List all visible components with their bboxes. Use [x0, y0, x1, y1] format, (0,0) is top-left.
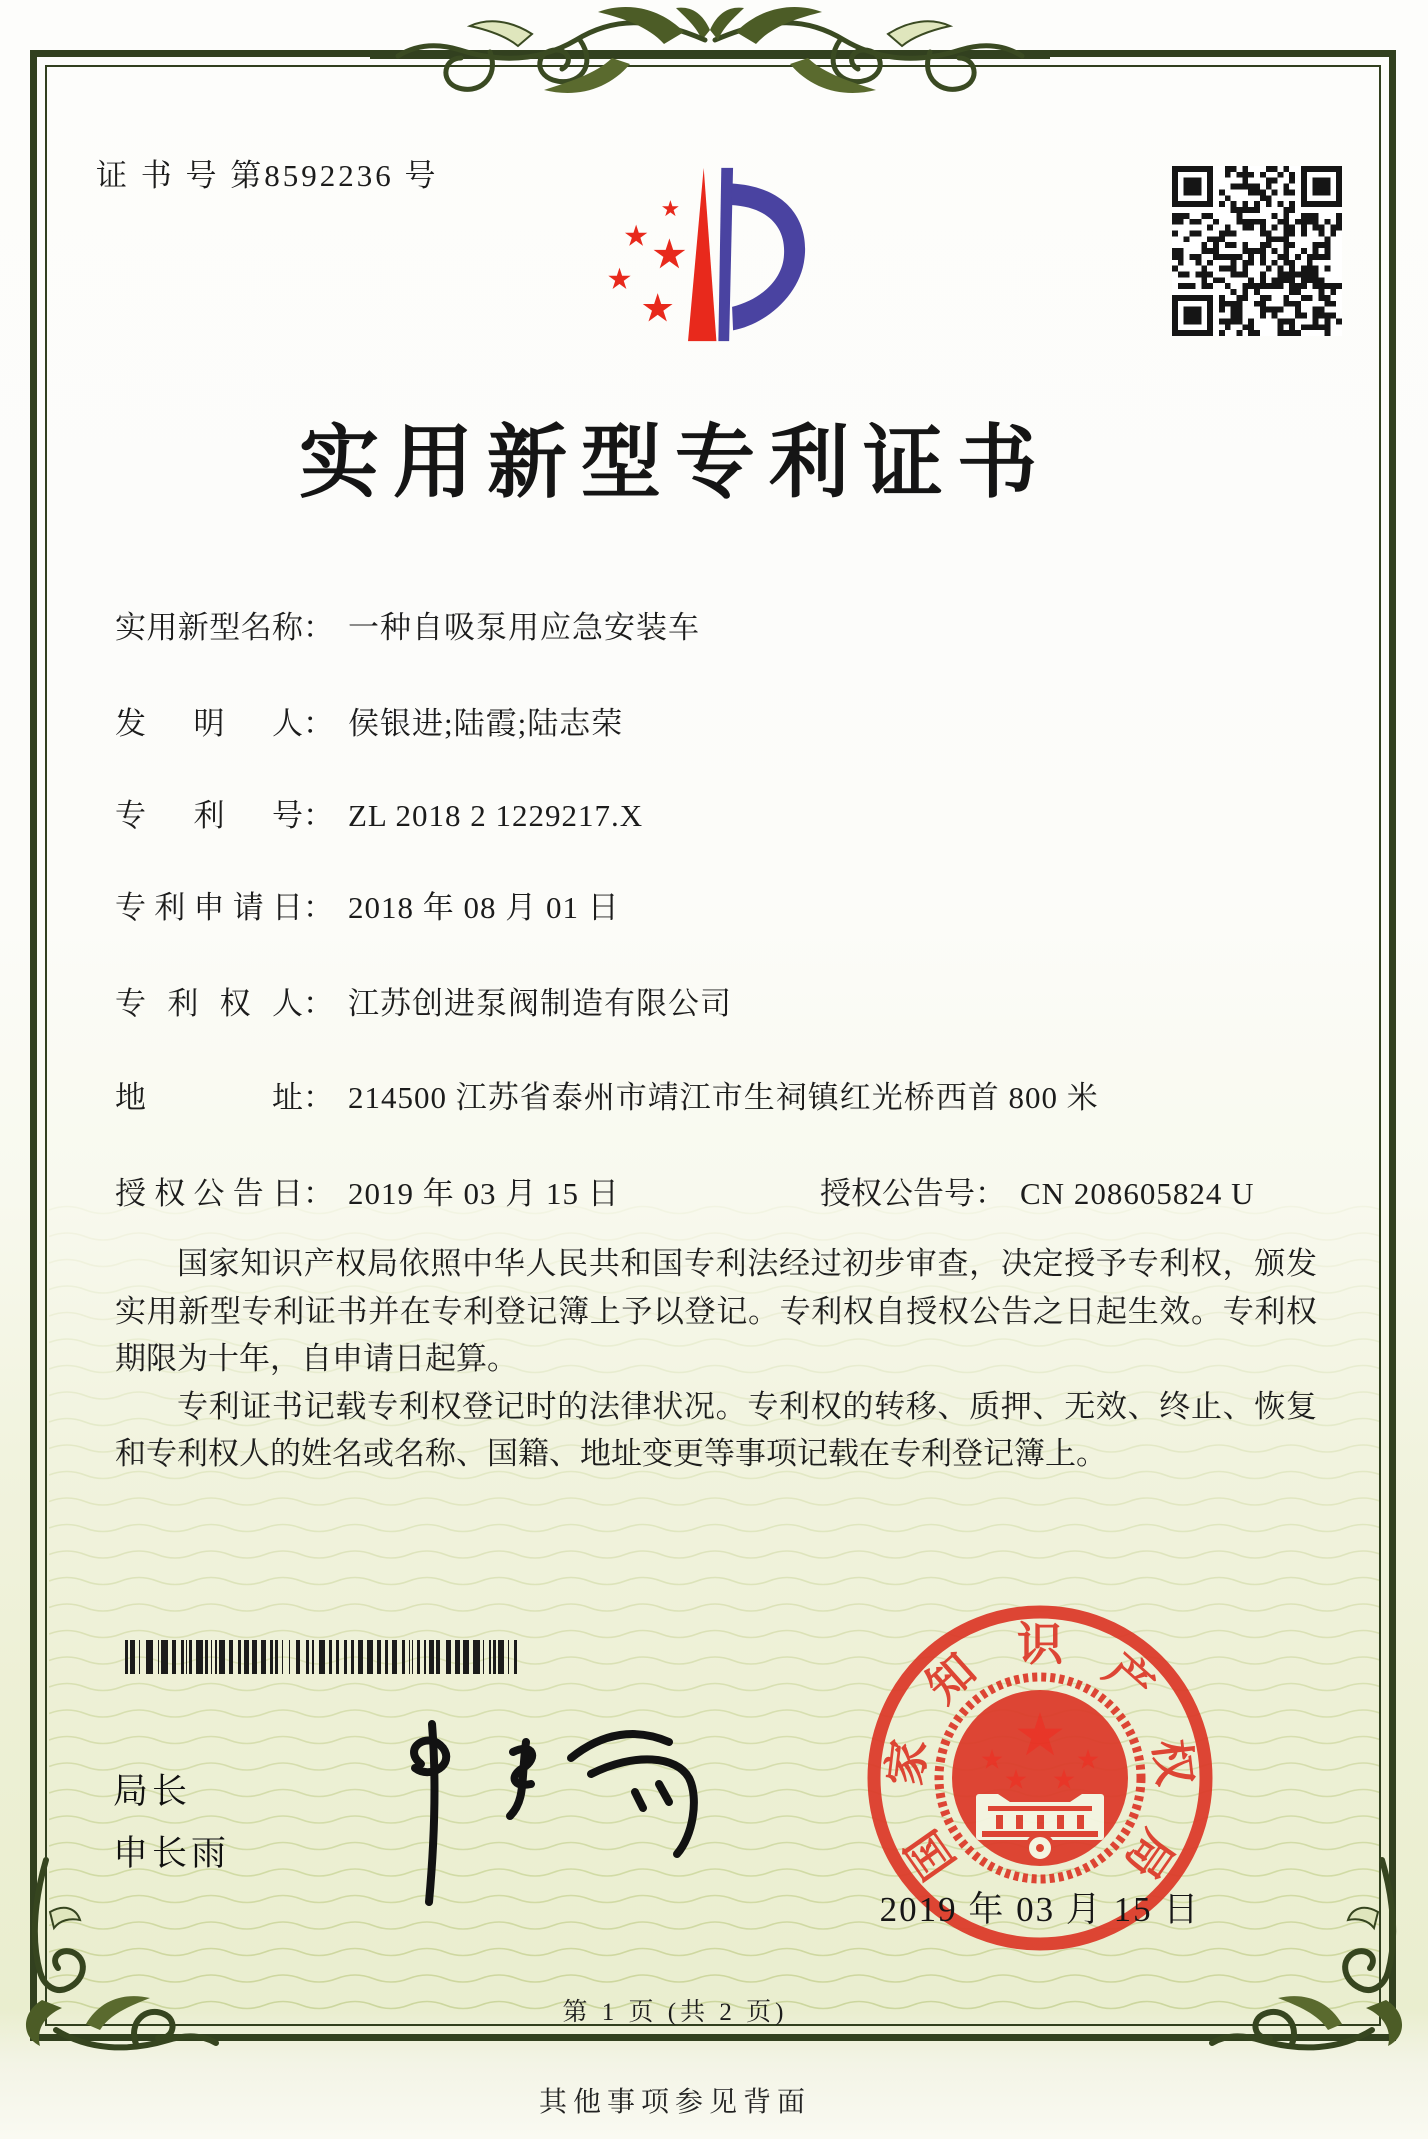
- field-patent-number: [115, 790, 643, 835]
- legal-text: [115, 1240, 1317, 1478]
- barcode-bar: [514, 1640, 517, 1674]
- seal-char: 识: [1017, 1619, 1063, 1670]
- logo-blue-p: [718, 168, 805, 341]
- field-application-date: [115, 882, 620, 927]
- seal-char: 知: [917, 1643, 986, 1713]
- field-label: 地址: [115, 1080, 303, 1115]
- barcode-bar: [146, 1640, 153, 1674]
- corner-flourish-left: [16, 1852, 226, 2062]
- grant-date-value: 2019 年 03 月 15 日: [348, 1176, 620, 1211]
- commissioner-name: 申长雨: [113, 1834, 231, 1873]
- cnipa-logo: [595, 158, 830, 348]
- field-colon: ：: [303, 610, 334, 645]
- certificate-number: 证 书 号 第8592236 号: [96, 158, 439, 193]
- certificate-title: 实用新型专利证书: [299, 420, 1051, 508]
- grant-date-label: 授权公告日: [115, 1176, 303, 1211]
- field-colon: ：: [303, 798, 334, 833]
- field-colon: ：: [303, 1080, 334, 1115]
- grant-number-value: CN 208605824 U: [1020, 1176, 1255, 1211]
- top-flourish-ornament: [370, 0, 1050, 118]
- back-side-note: 其他事项参见背面: [538, 2087, 811, 2118]
- legal-paragraph-1: 国家知识产权局依照中华人民共和国专利法经过初步审查，决定授予专利权，颁发实用新型专利证书并在专利登记簿上予以登记。专利权自授权公告之日起生效。专利权期限为十年，自申请日起算。: [115, 1246, 1317, 1376]
- field-label: 发明人: [115, 706, 303, 741]
- barcode-bar: [473, 1640, 480, 1674]
- field-address: [115, 1072, 1099, 1117]
- field-colon: ：: [303, 986, 334, 1021]
- field-value: 214500 江苏省泰州市靖江市生祠镇红光桥西首 800 米: [348, 1080, 1099, 1115]
- logo-red-wedge: [688, 168, 716, 341]
- logo-stars: [608, 200, 685, 321]
- seal-char: 局: [1115, 1821, 1184, 1889]
- barcode: [125, 1640, 519, 1674]
- field-label: 专利申请日: [115, 890, 303, 925]
- seal-char: 权: [1144, 1736, 1201, 1789]
- field-value: 江苏创进泵阀制造有限公司: [348, 986, 732, 1021]
- corner-flourish-right: [1202, 1852, 1412, 2062]
- field-value: 一种自吸泵用应急安装车: [348, 610, 700, 645]
- seal-char: 家: [879, 1736, 936, 1789]
- field-patentee: [115, 978, 732, 1023]
- seal-char: 产: [1094, 1643, 1163, 1713]
- field-colon: ：: [975, 1176, 1006, 1211]
- qr-code: [1172, 166, 1342, 336]
- field-colon: ：: [303, 1176, 334, 1211]
- seal-national-emblem: [939, 1677, 1141, 1879]
- commissioner-title: 局长: [113, 1772, 192, 1811]
- barcode-bar: [196, 1640, 203, 1674]
- grant-number-label: 授权公告号: [820, 1176, 975, 1211]
- field-label: 专利号: [115, 798, 303, 833]
- field-utility-model-name: [115, 602, 700, 647]
- commissioner-signature: [335, 1712, 755, 1922]
- grant-number: [820, 1168, 1254, 1213]
- field-inventors: [115, 698, 623, 743]
- field-value: 侯银进;陆霞;陆志荣: [348, 706, 624, 741]
- page-number: 第 1 页 (共 2 页): [562, 1999, 788, 2026]
- seal-date: 2019 年 03 月 15 日: [879, 1890, 1201, 1929]
- field-value: 2018 年 08 月 01 日: [348, 890, 620, 925]
- field-value: ZL 2018 2 1229217.X: [348, 798, 644, 833]
- seal-char: 国: [896, 1821, 965, 1889]
- field-label: 实用新型名称: [115, 610, 303, 645]
- legal-paragraph-2: 专利证书记载专利权登记时的法律状况。专利权的转移、质押、无效、终止、恢复和专利权人的姓名或名称、国籍、地址变更等事项记载在专利登记簿上。: [115, 1388, 1317, 1471]
- field-colon: ：: [303, 890, 334, 925]
- barcode-bar: [161, 1640, 168, 1674]
- grant-row: [115, 1168, 1325, 1213]
- field-colon: ：: [303, 706, 334, 741]
- field-label: 专利权人: [115, 986, 303, 1021]
